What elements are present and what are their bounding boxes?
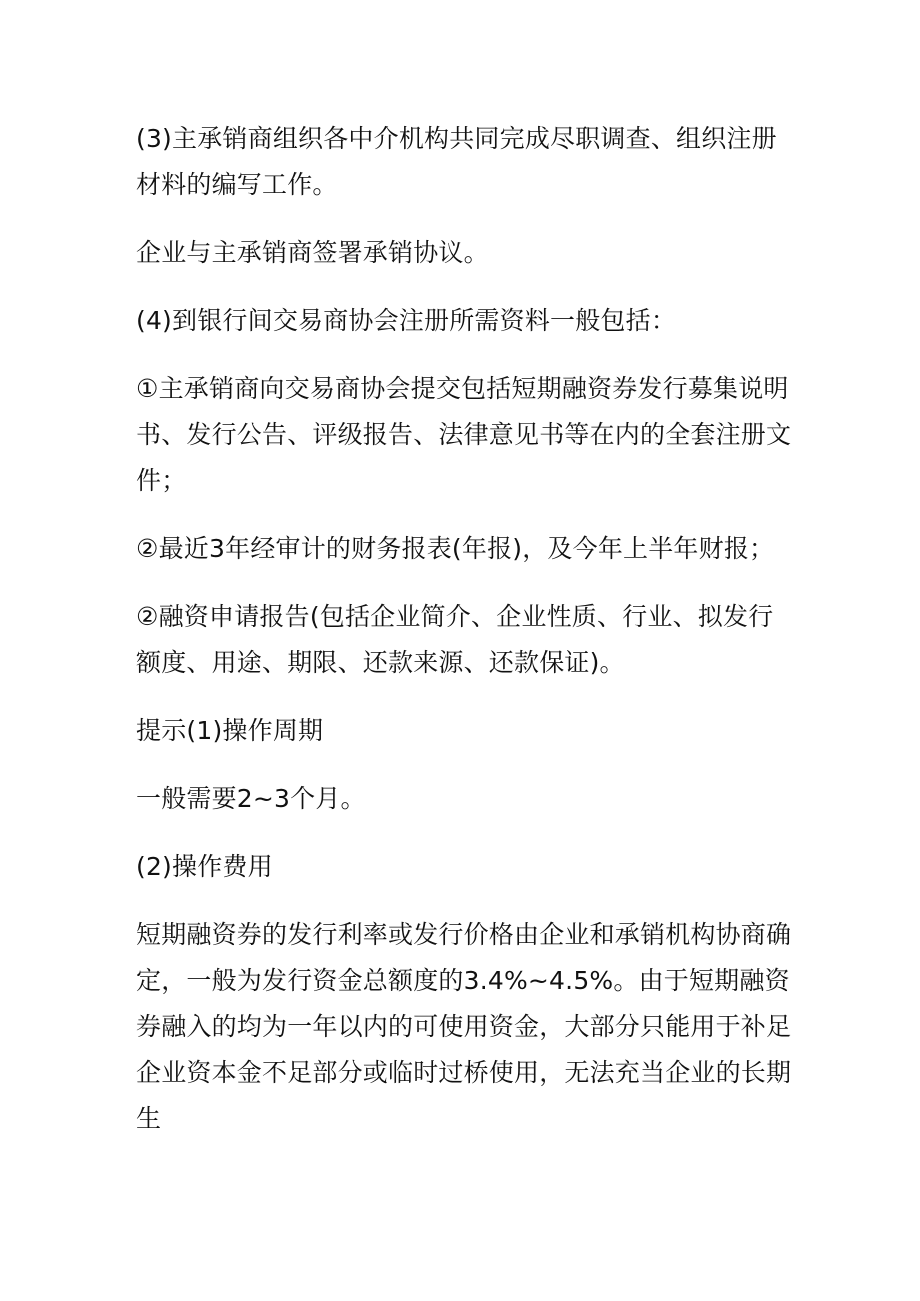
paragraph-item-financial-statements: ②最近3年经审计的财务报表(年报)，及今年上半年财报； — [136, 534, 775, 563]
paragraph-cycle-duration: 一般需要2~3个月。 — [136, 784, 366, 813]
paragraph-step-4: (4)到银行间交易商协会注册所需资料一般包括： — [136, 306, 677, 335]
paragraph-item-registration-documents: ①主承销商向交易商协会提交包括短期融资券发行募集说明书、发行公告、评级报告、法律意见书等在内的全套注册文件； — [136, 374, 792, 495]
paragraph-operation-cost: (2)操作费用 — [136, 852, 273, 881]
paragraph-step-3: (3)主承销商组织各中介机构共同完成尽职调查、组织注册材料的编写工作。 — [136, 124, 777, 199]
document-body — [136, 116, 796, 1164]
paragraph-item-financing-application: ②融资申请报告(包括企业简介、企业性质、行业、拟发行额度、用途、期限、还款来源、还款保证)。 — [136, 602, 774, 677]
paragraph-cost-details: 短期融资券的发行利率或发行价格由企业和承销机构协商确定，一般为发行资金总额度的3.4%~4.5%。由于短期融资券融入的均为一年以内的可使用资金，大部分只能用于补足企业资本金不足部分或临时过桥使用，无法充当企业的长期生 — [136, 920, 792, 1133]
paragraph-underwriting-agreement: 企业与主承销商签署承销协议。 — [136, 238, 489, 267]
paragraph-tip-operation-cycle: 提示(1)操作周期 — [136, 716, 324, 745]
